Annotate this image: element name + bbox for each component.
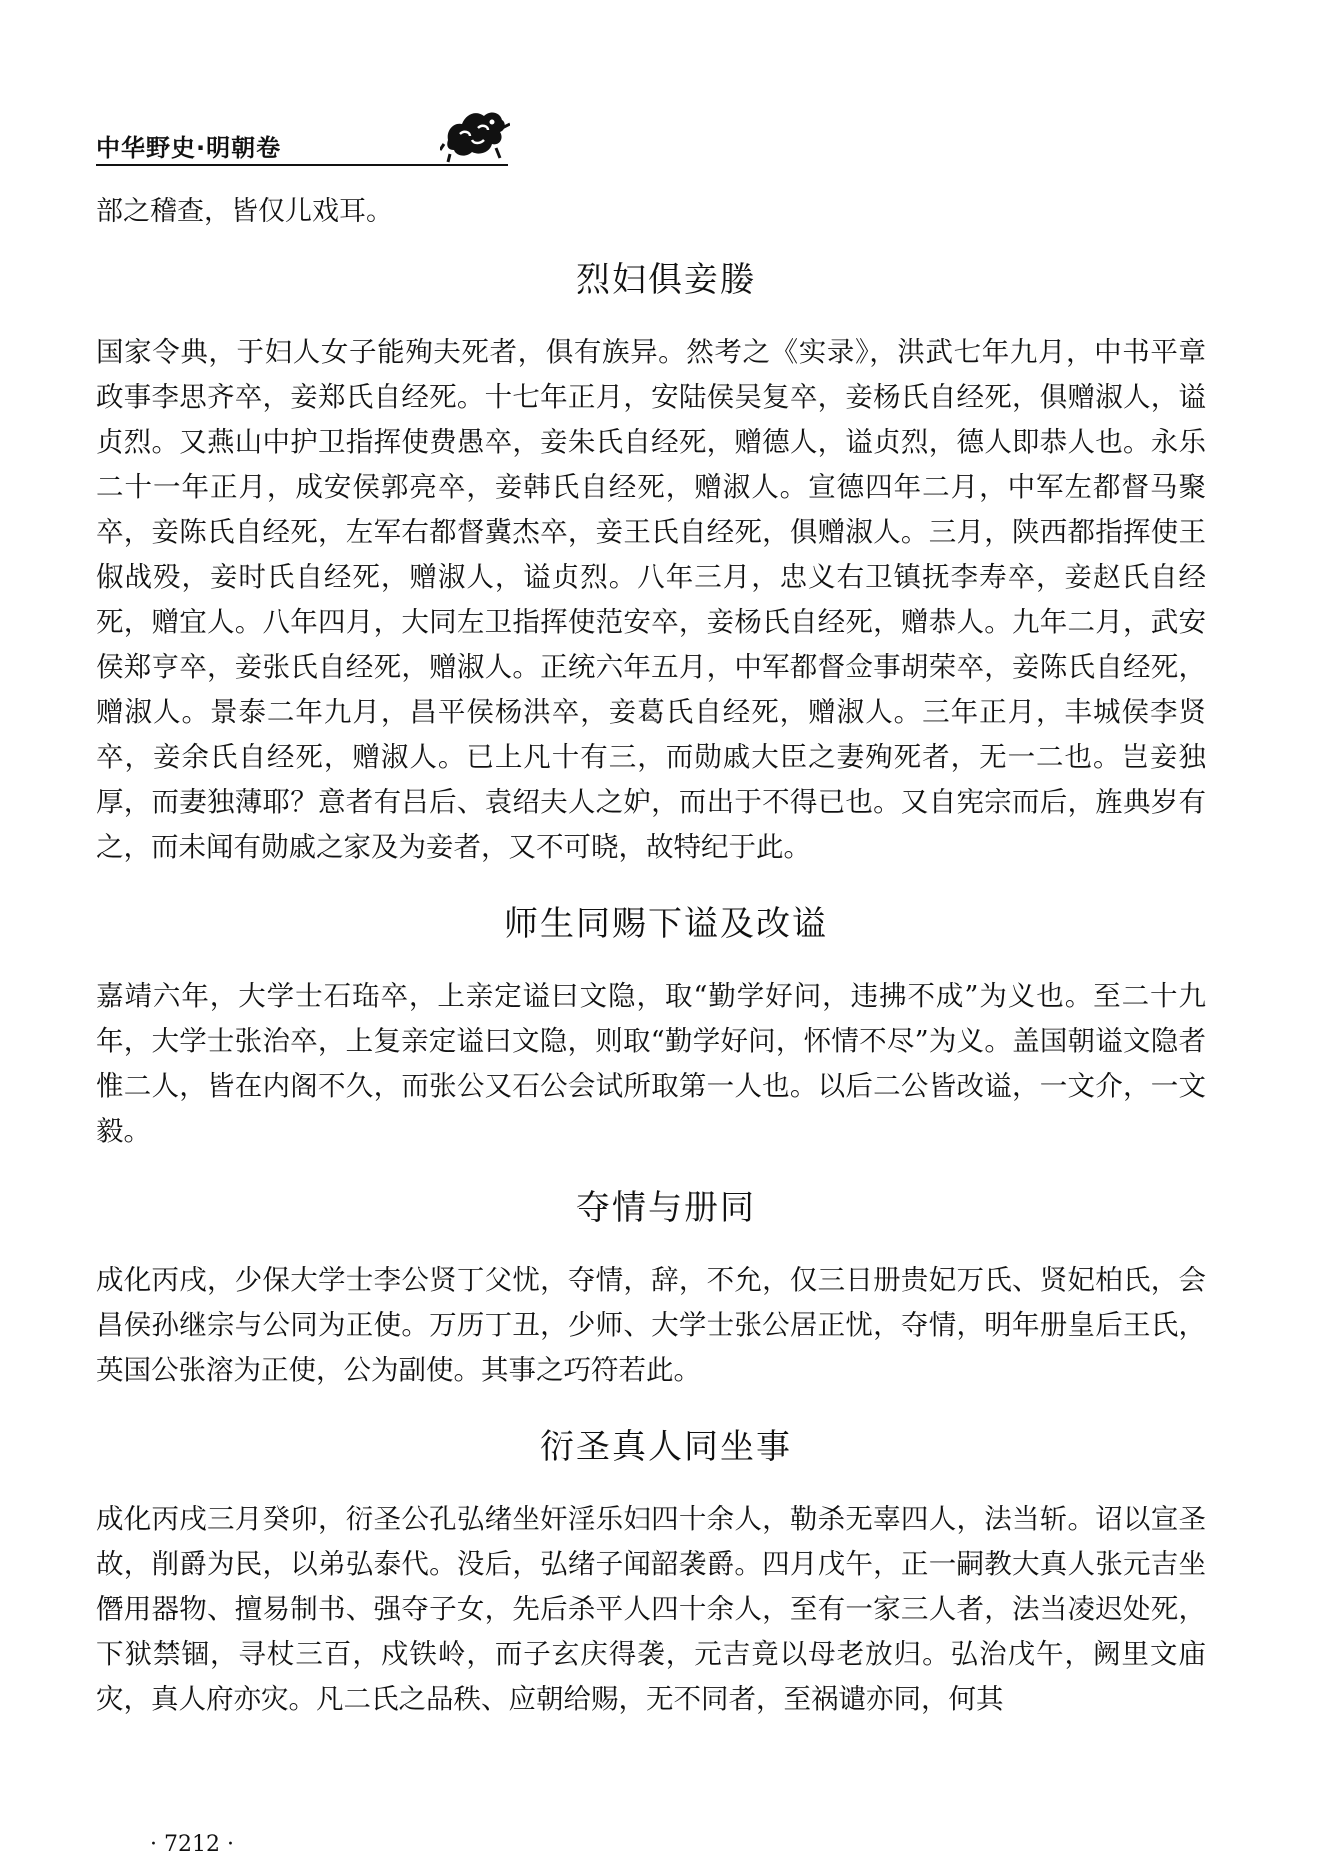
page-number: · 7212 ·: [150, 1832, 234, 1857]
continued-text: 部之稽查，皆仅儿戏耳。: [96, 196, 393, 227]
dragon-emblem-icon: [440, 100, 510, 164]
section-title: 师生同赐下谥及改谥: [504, 904, 828, 944]
book-title: 中华野史·明朝卷: [96, 134, 282, 162]
section-body: 嘉靖六年，大学士石珤卒，上亲定谥曰文隐，取“勤学好问，违拂不成”为义也。至二十九年，大学士张治卒，上复亲定谥曰文隐，则取“勤学好问，怀情不尽”为义。盖国朝谥文隐者惟二人，皆在内阁不久，而张公又石公会试所取第一人也。以后二公皆改谥，一文介，一文毅。: [96, 980, 1206, 1147]
section-title: 衍圣真人同坐事: [540, 1427, 792, 1467]
section-body: 国家令典，于妇人女子能殉夫死者，俱有族异。然考之《实录》，洪武七年九月，中书平章政事李思齐卒，妾郑氏自经死。十七年正月，安陆侯吴复卒，妾杨氏自经死，俱赠淑人，谥贞烈。又燕山中护卫指挥使费愚卒，妾朱氏自经死，赠德人，谥贞烈，德人即恭人也。永乐二十一年正月，成安侯郭亮卒，妾韩氏自经死，赠淑人。宣德四年二月，中军左都督马聚卒，妾陈氏自经死，左军右都督冀杰卒，妾王氏自经死，俱赠淑人。三月，陕西都指挥使王俶战殁，妾时氏自经死，赠淑人，谥贞烈。八年三月，忠义右卫镇抚李寿卒，妾赵氏自经死，赠宜人。八年四月，大同左卫指挥使范安卒，妾杨氏自经死，赠恭人。九年二月，武安侯郑亨卒，妾张氏自经死，赠淑人。正统六年五月，中军都督佥事胡荣卒，妾陈氏自经死，赠淑人。景泰二年九月，昌平侯杨洪卒，妾葛氏自经死，赠淑人。三年正月，丰城侯李贤卒，妾余氏自经死，赠淑人。已上凡十有三，而勋戚大臣之妻殉死者，无一二也。岂妾独厚，而妻独薄耶？意者有吕后、袁绍夫人之妒，而出于不得已也。又自宪宗而后，旌典岁有之，而未闻有勋戚之家及为妾者，又不可晓，故特纪于此。: [96, 336, 1206, 863]
header-rule: [96, 164, 508, 166]
section-title: 夺情与册同: [576, 1188, 756, 1228]
page-content: [96, 190, 1206, 1752]
section-body: 成化丙戌，少保大学士李公贤丁父忧，夺情，辞，不允，仅三日册贵妃万氏、贤妃柏氏，会昌侯孙继宗与公同为正使。万历丁丑，少师、大学士张公居正忧，夺情，明年册皇后王氏，英国公张溶为正使，公为副使。其事之巧符若此。: [96, 1264, 1206, 1386]
section-body: 成化丙戌三月癸卯，衍圣公孔弘绪坐奸淫乐妇四十余人，勒杀无辜四人，法当斩。诏以宣圣故，削爵为民，以弟弘泰代。没后，弘绪子闻韶袭爵。四月戊午，正一嗣教大真人张元吉坐僭用器物、擅易制书、强夺子女，先后杀平人四十余人，至有一家三人者，法当凌迟处死，下狱禁锢，寻杖三百，戍铁岭，而子玄庆得袭，元吉竟以母老放归。弘治戊午，阙里文庙灾，真人府亦灾。凡二氏之品秩、应朝给赐，无不同者，至祸谴亦同，何其: [96, 1503, 1206, 1715]
section-title: 烈妇俱妾媵: [576, 260, 756, 300]
